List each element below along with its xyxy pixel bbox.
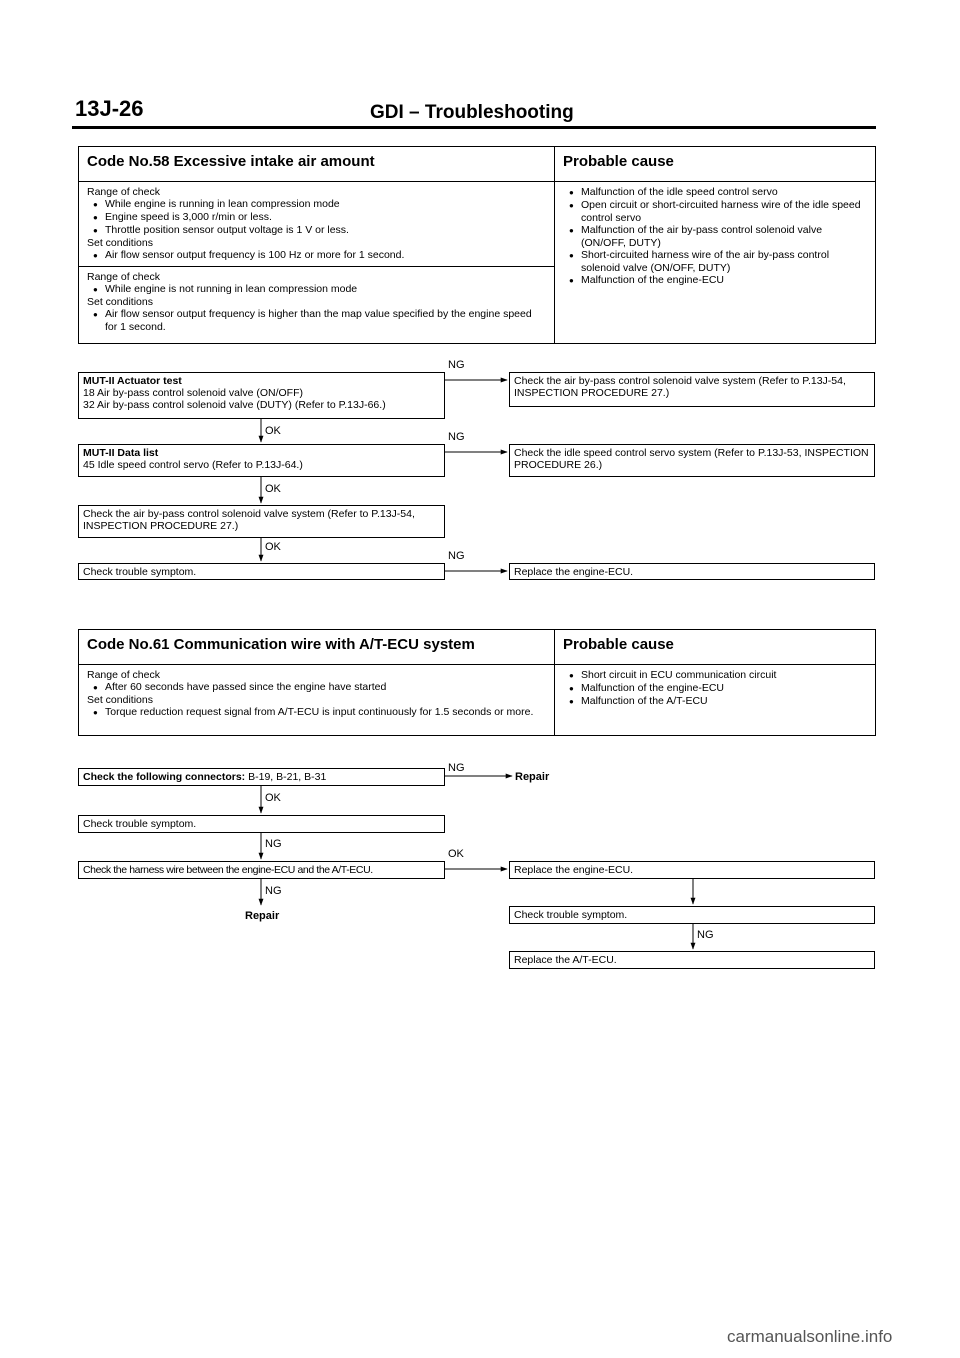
ng-label: NG	[448, 359, 465, 371]
list-item: ● Malfunction of the idle speed control servo	[563, 186, 867, 199]
list-item: ● After 60 seconds have passed since the engine have started	[87, 681, 546, 694]
ok-label: OK	[448, 848, 464, 860]
code-61-cause-header: Probable cause	[555, 630, 876, 665]
watermark-text: carmanualsonline.info	[727, 1327, 893, 1346]
ok-label: OK	[265, 792, 281, 804]
ng-label: NG	[265, 885, 282, 897]
list-item: ● Open circuit or short-circuited harness wire of the idle speed control servo	[563, 199, 867, 224]
flow61-step3-ok-box: Replace the engine-ECU.	[509, 861, 875, 879]
flow58-step1-box: MUT-II Actuator test 18 Air by-pass control solenoid valve (ON/OFF) 32 Air by-pass control solenoid valve (DUTY) (Refer to P.13J-66.)	[78, 372, 445, 419]
list-item: ● Malfunction of the engine-ECU	[563, 274, 867, 287]
list-item: ● Engine speed is 3,000 r/min or less.	[87, 211, 546, 224]
repair-label: Repair	[515, 771, 550, 783]
flow58-step2-ng-box: Check the idle speed control servo system (Refer to P.13J-53, INSPECTION PROCEDURE 26.)	[509, 444, 875, 477]
list-item: ● Air flow sensor output frequency is higher than the map value specified by the engine speed for 1 second.	[87, 308, 546, 333]
flow58-step4-box: Check trouble symptom.	[78, 563, 445, 580]
list-item: ● Malfunction of the A/T-ECU	[563, 695, 867, 708]
flow61-step5-box: Replace the A/T-ECU.	[509, 951, 875, 969]
list-item: ● Short-circuited harness wire of the air by-pass control solenoid valve (ON/OFF, DUTY)	[563, 249, 867, 274]
ng-label: NG	[448, 431, 465, 443]
flow58-step3-box: Check the air by-pass control solenoid valve system (Refer to P.13J-54, INSPECTION PROCEDURE 27.)	[78, 505, 445, 538]
flow58-step4-ng-box: Replace the engine-ECU.	[509, 563, 875, 580]
ok-label: OK	[265, 541, 281, 553]
page-title: GDI – Troubleshooting	[370, 102, 574, 123]
code-58-range-2: Range of check ● While engine is not running in lean compression mode Set conditions ● Air flow sensor output frequency is higher than the map value specified by the engine speed for 1 second.	[79, 267, 555, 344]
ok-label: OK	[265, 425, 281, 437]
ng-label: NG	[697, 929, 714, 941]
ng-label: NG	[265, 838, 282, 850]
code-58-cause-header: Probable cause	[555, 147, 876, 182]
list-item: ● While engine is running in lean compression mode	[87, 198, 546, 211]
list-item: ● Torque reduction request signal from A/T-ECU is input continuously for 1.5 seconds or more.	[87, 706, 546, 719]
code-58-range-1: Range of check ● While engine is running in lean compression mode ● Engine speed is 3,000 r/min or less. ● Throttle position sensor output voltage is 1 V or less. Set conditions ● Air flow sensor output frequency is 100 Hz or more for 1 second.	[79, 182, 555, 267]
list-item: ● Air flow sensor output frequency is 100 Hz or more for 1 second.	[87, 249, 546, 262]
repair-label: Repair	[245, 910, 280, 922]
list-item: ● While engine is not running in lean compression mode	[87, 283, 546, 296]
page-number: 13J-26	[75, 96, 144, 121]
list-item: ● Short circuit in ECU communication circuit	[563, 669, 867, 682]
list-item: ● Malfunction of the air by-pass control solenoid valve (ON/OFF, DUTY)	[563, 224, 867, 249]
list-item: ● Malfunction of the engine-ECU	[563, 682, 867, 695]
list-item: ● Throttle position sensor output voltage is 1 V or less.	[87, 224, 546, 237]
flow61-step2-box: Check trouble symptom.	[78, 815, 445, 833]
flow61-step3-box: Check the harness wire between the engine-ECU and the A/T-ECU.	[78, 861, 445, 879]
flow58-step2-box: MUT-II Data list 45 Idle speed control servo (Refer to P.13J-64.)	[78, 444, 445, 477]
flow58-step1-ng-box: Check the air by-pass control solenoid valve system (Refer to P.13J-54, INSPECTION PROCEDURE 27.)	[509, 372, 875, 407]
ng-label: NG	[448, 550, 465, 562]
code-58-title: Code No.58 Excessive intake air amount	[79, 147, 555, 182]
code-61-title: Code No.61 Communication wire with A/T-ECU system	[79, 630, 555, 665]
ok-label: OK	[265, 483, 281, 495]
code-61-range: Range of check ● After 60 seconds have passed since the engine have started Set conditions ● Torque reduction request signal from A/T-ECU is input continuously for 1.5 seconds or more.	[79, 665, 555, 736]
flow61-step1-box: Check the following connectors: B-19, B-21, B-31	[78, 768, 445, 786]
flow61-step4-box: Check trouble symptom.	[509, 906, 875, 924]
ng-label: NG	[448, 762, 465, 774]
